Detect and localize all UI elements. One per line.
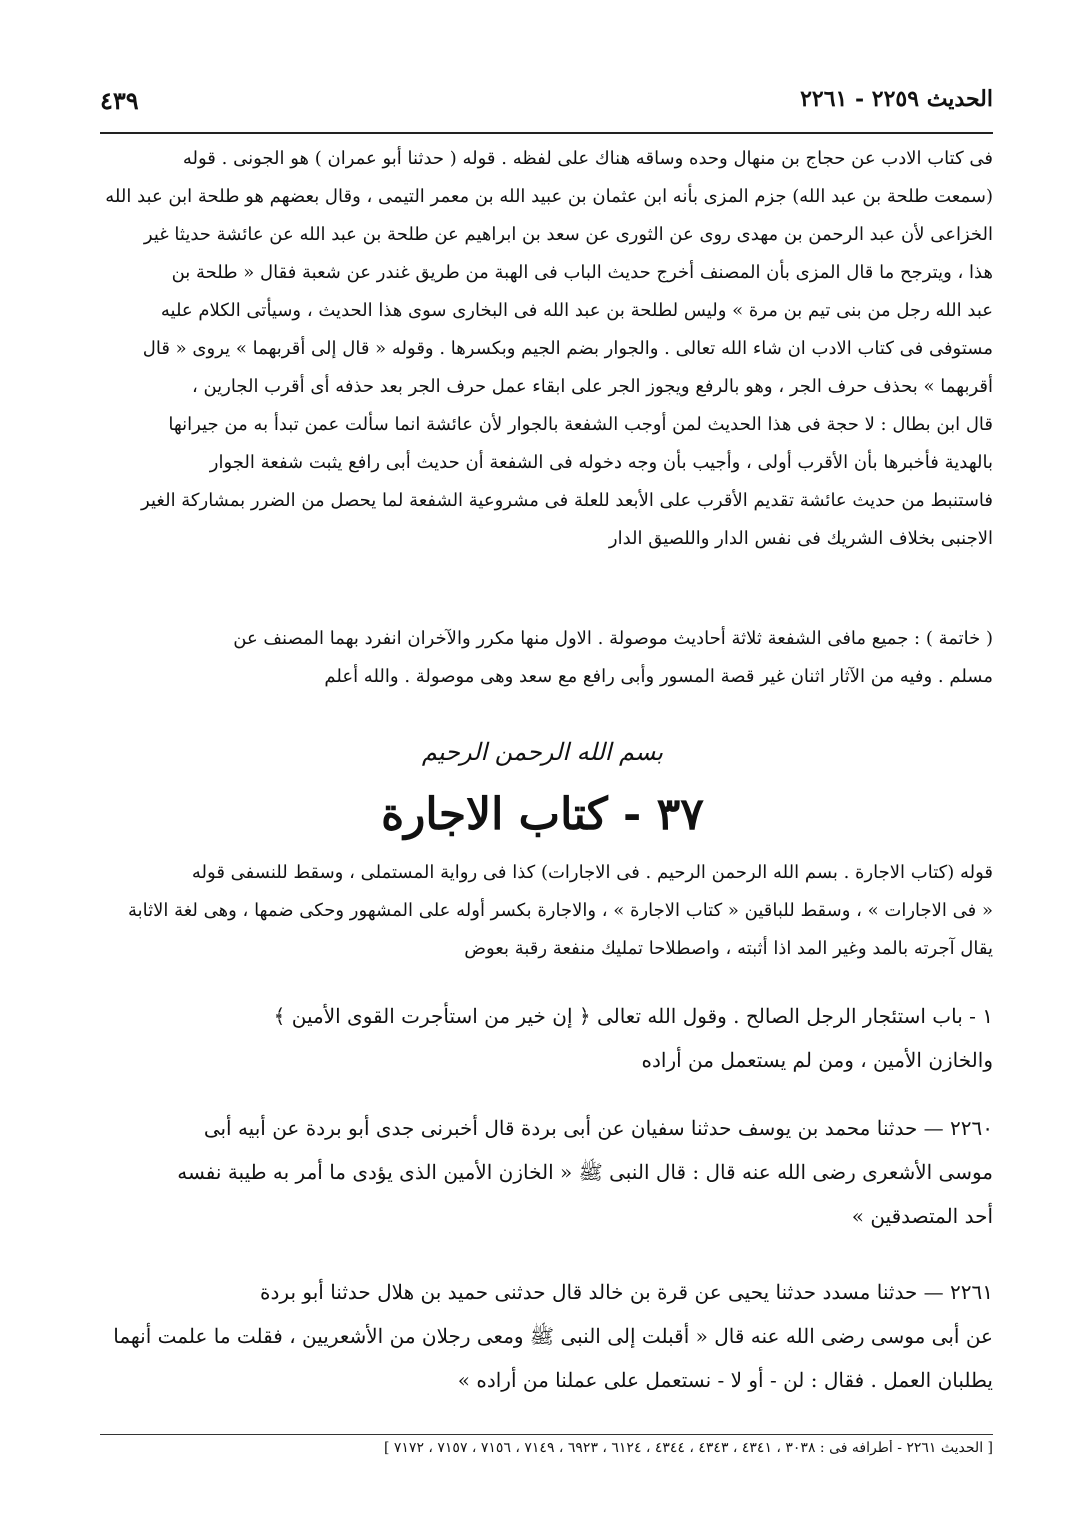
hadith-line: يطلبان العمل . فقال : لن - أو لا - نستعمل على عملنا من أراده » bbox=[457, 1368, 993, 1392]
running-head: الحديث ٢٢٥٩ - ٢٢٦١ bbox=[800, 86, 993, 112]
hadith-line: موسى الأشعرى رضى الله عنه قال : قال النبى ﷺ « الخازن الأمين الذى يؤدى ما أمر به طيبة نفسه bbox=[177, 1160, 993, 1184]
commentary-line: الخزاعى لأن عبد الرحمن بن مهدى روى عن الثورى عن سعد بن ابراهيم عن طلحة بن عبد الله عن عائشة حديثا غير bbox=[143, 224, 993, 245]
page-header bbox=[100, 86, 993, 126]
commentary-line: عبد الله رجل من بنى تيم بن مرة » وليس لطلحة بن عبد الله فى البخارى سوى هذا الحديث ، وسيأتى الكلام عليه bbox=[160, 300, 993, 321]
bab-line: والخازن الأمين ، ومن لم يستعمل من أراده bbox=[641, 1048, 993, 1072]
page-number: ٤٣٩ bbox=[100, 86, 139, 115]
intro-line: قوله (كتاب الاجارة . بسم الله الرحمن الرحيم . فى الاجارات) كذا فى رواية المستملى ، وسقط للنسفى قوله bbox=[191, 862, 993, 883]
bab-line: ١ - باب استئجار الرجل الصالح . وقول الله تعالى ﴿ إن خير من استأجرت القوى الأمين ﴾ bbox=[273, 1004, 993, 1028]
intro-paragraph bbox=[100, 854, 993, 968]
khatima-line: مسلم . وفيه من الآثار اثنان غير قصة المسور وأبى رافع مع سعد وهى موصولة . والله أعلم bbox=[324, 666, 993, 687]
basmala-calligraphy: بسم الله الرحمن الرحيم bbox=[421, 738, 664, 766]
commentary-paragraph bbox=[100, 140, 993, 558]
commentary-line: مستوفى فى كتاب الادب ان شاء الله تعالى . والجوار بضم الجيم وبكسرها . وقوله « قال إلى أقربهما » يروى « قال bbox=[142, 338, 993, 359]
header-divider bbox=[100, 132, 993, 134]
cross-reference-footnote: [ الحديث ٢٢٦١ - أطرافه فى : ٣٠٣٨ ، ٤٣٤١ ، ٤٣٤٣ ، ٤٣٤٤ ، ٦١٢٤ ، ٦٩٢٣ ، ٧١٤٩ ، ٧١٥٦ ، ٧١٥٧ ، ٧١٧٢ ] bbox=[383, 1440, 993, 1456]
hadith-2260 bbox=[100, 1106, 993, 1238]
commentary-line: فى كتاب الادب عن حجاج بن منهال وحده وساقه هناك على لفظه . قوله ( حدثنا أبو عمران ) هو الجونى . قوله bbox=[182, 148, 993, 169]
commentary-line: أقربهما » بحذف حرف الجر ، وهو بالرفع ويجوز الجر على ابقاء عمل حرف الجر بعد حذفه أى أقرب الجارين ، bbox=[191, 376, 993, 397]
bab-heading bbox=[100, 994, 993, 1082]
commentary-line: هذا ، ويترجح ما قال المزى بأن المصنف أخرج حديث الباب فى الهبة من طريق غندر عن شعبة فقال « طلحة بن bbox=[171, 262, 993, 283]
commentary-line: الاجنبى بخلاف الشريك فى نفس الدار واللصيق الدار bbox=[608, 528, 993, 549]
khatima-line: ( خاتمة ) : جميع مافى الشفعة ثلاثة أحاديث موصولة . الاول منها مكرر والآخران انفرد بهما المصنف عن bbox=[233, 628, 993, 649]
commentary-line: بالهدية فأخبرها بأن الأقرب أولى ، وأجيب بأن وجه دخوله فى الشفعة أن حديث أبى رافع يثبت شفعة الجوار bbox=[209, 452, 993, 473]
khatima-paragraph bbox=[100, 620, 993, 696]
commentary-line: (سمعت طلحة بن عبد الله) جزم المزى بأنه ابن عثمان بن عبيد الله بن معمر التيمى ، وقال بعضهم هو طلحة ابن عبد الله bbox=[105, 186, 993, 207]
intro-line: يقال آجرته بالمد وغير المد اذا أثبته ، واصطلاحا تمليك منفعة رقبة بعوض bbox=[464, 938, 993, 959]
hadith-line: عن أبى موسى رضى الله عنه قال « أقبلت إلى النبى ﷺ ومعى رجلان من الأشعريين ، فقلت ما علمت أنهما bbox=[113, 1324, 993, 1348]
hadith-line: ٢٢٦١ — حدثنا مسدد حدثنا يحيى عن قرة بن خالد قال حدثنى حميد بن هلال حدثنا أبو بردة bbox=[260, 1280, 993, 1304]
intro-line: « فى الاجارات » ، وسقط للباقين « كتاب الاجارة » ، والاجارة بكسر أوله على المشهور وحكى ضمها ، وهى لغة الاثابة bbox=[127, 900, 993, 921]
hadith-2261 bbox=[100, 1270, 993, 1402]
chapter-title: ٣٧ - كتاب الاجارة bbox=[381, 789, 704, 840]
hadith-line: أحد المتصدقين » bbox=[851, 1204, 993, 1228]
commentary-line: قال ابن بطال : لا حجة فى هذا الحديث لمن أوجب الشفعة بالجوار لأن عائشة انما سألت عمن تبدأ به من جيرانها bbox=[168, 414, 993, 435]
footnote-divider bbox=[100, 1434, 993, 1435]
commentary-line: فاستنبط من حديث عائشة تقديم الأقرب على الأبعد للعلة فى مشروعية الشفعة لما يحصل من الضرر بمشاركة الغير bbox=[141, 490, 993, 511]
hadith-line: ٢٢٦٠ — حدثنا محمد بن يوسف حدثنا سفيان عن أبى بردة قال أخبرنى جدى أبو بردة عن أبيه أبى bbox=[203, 1116, 993, 1140]
